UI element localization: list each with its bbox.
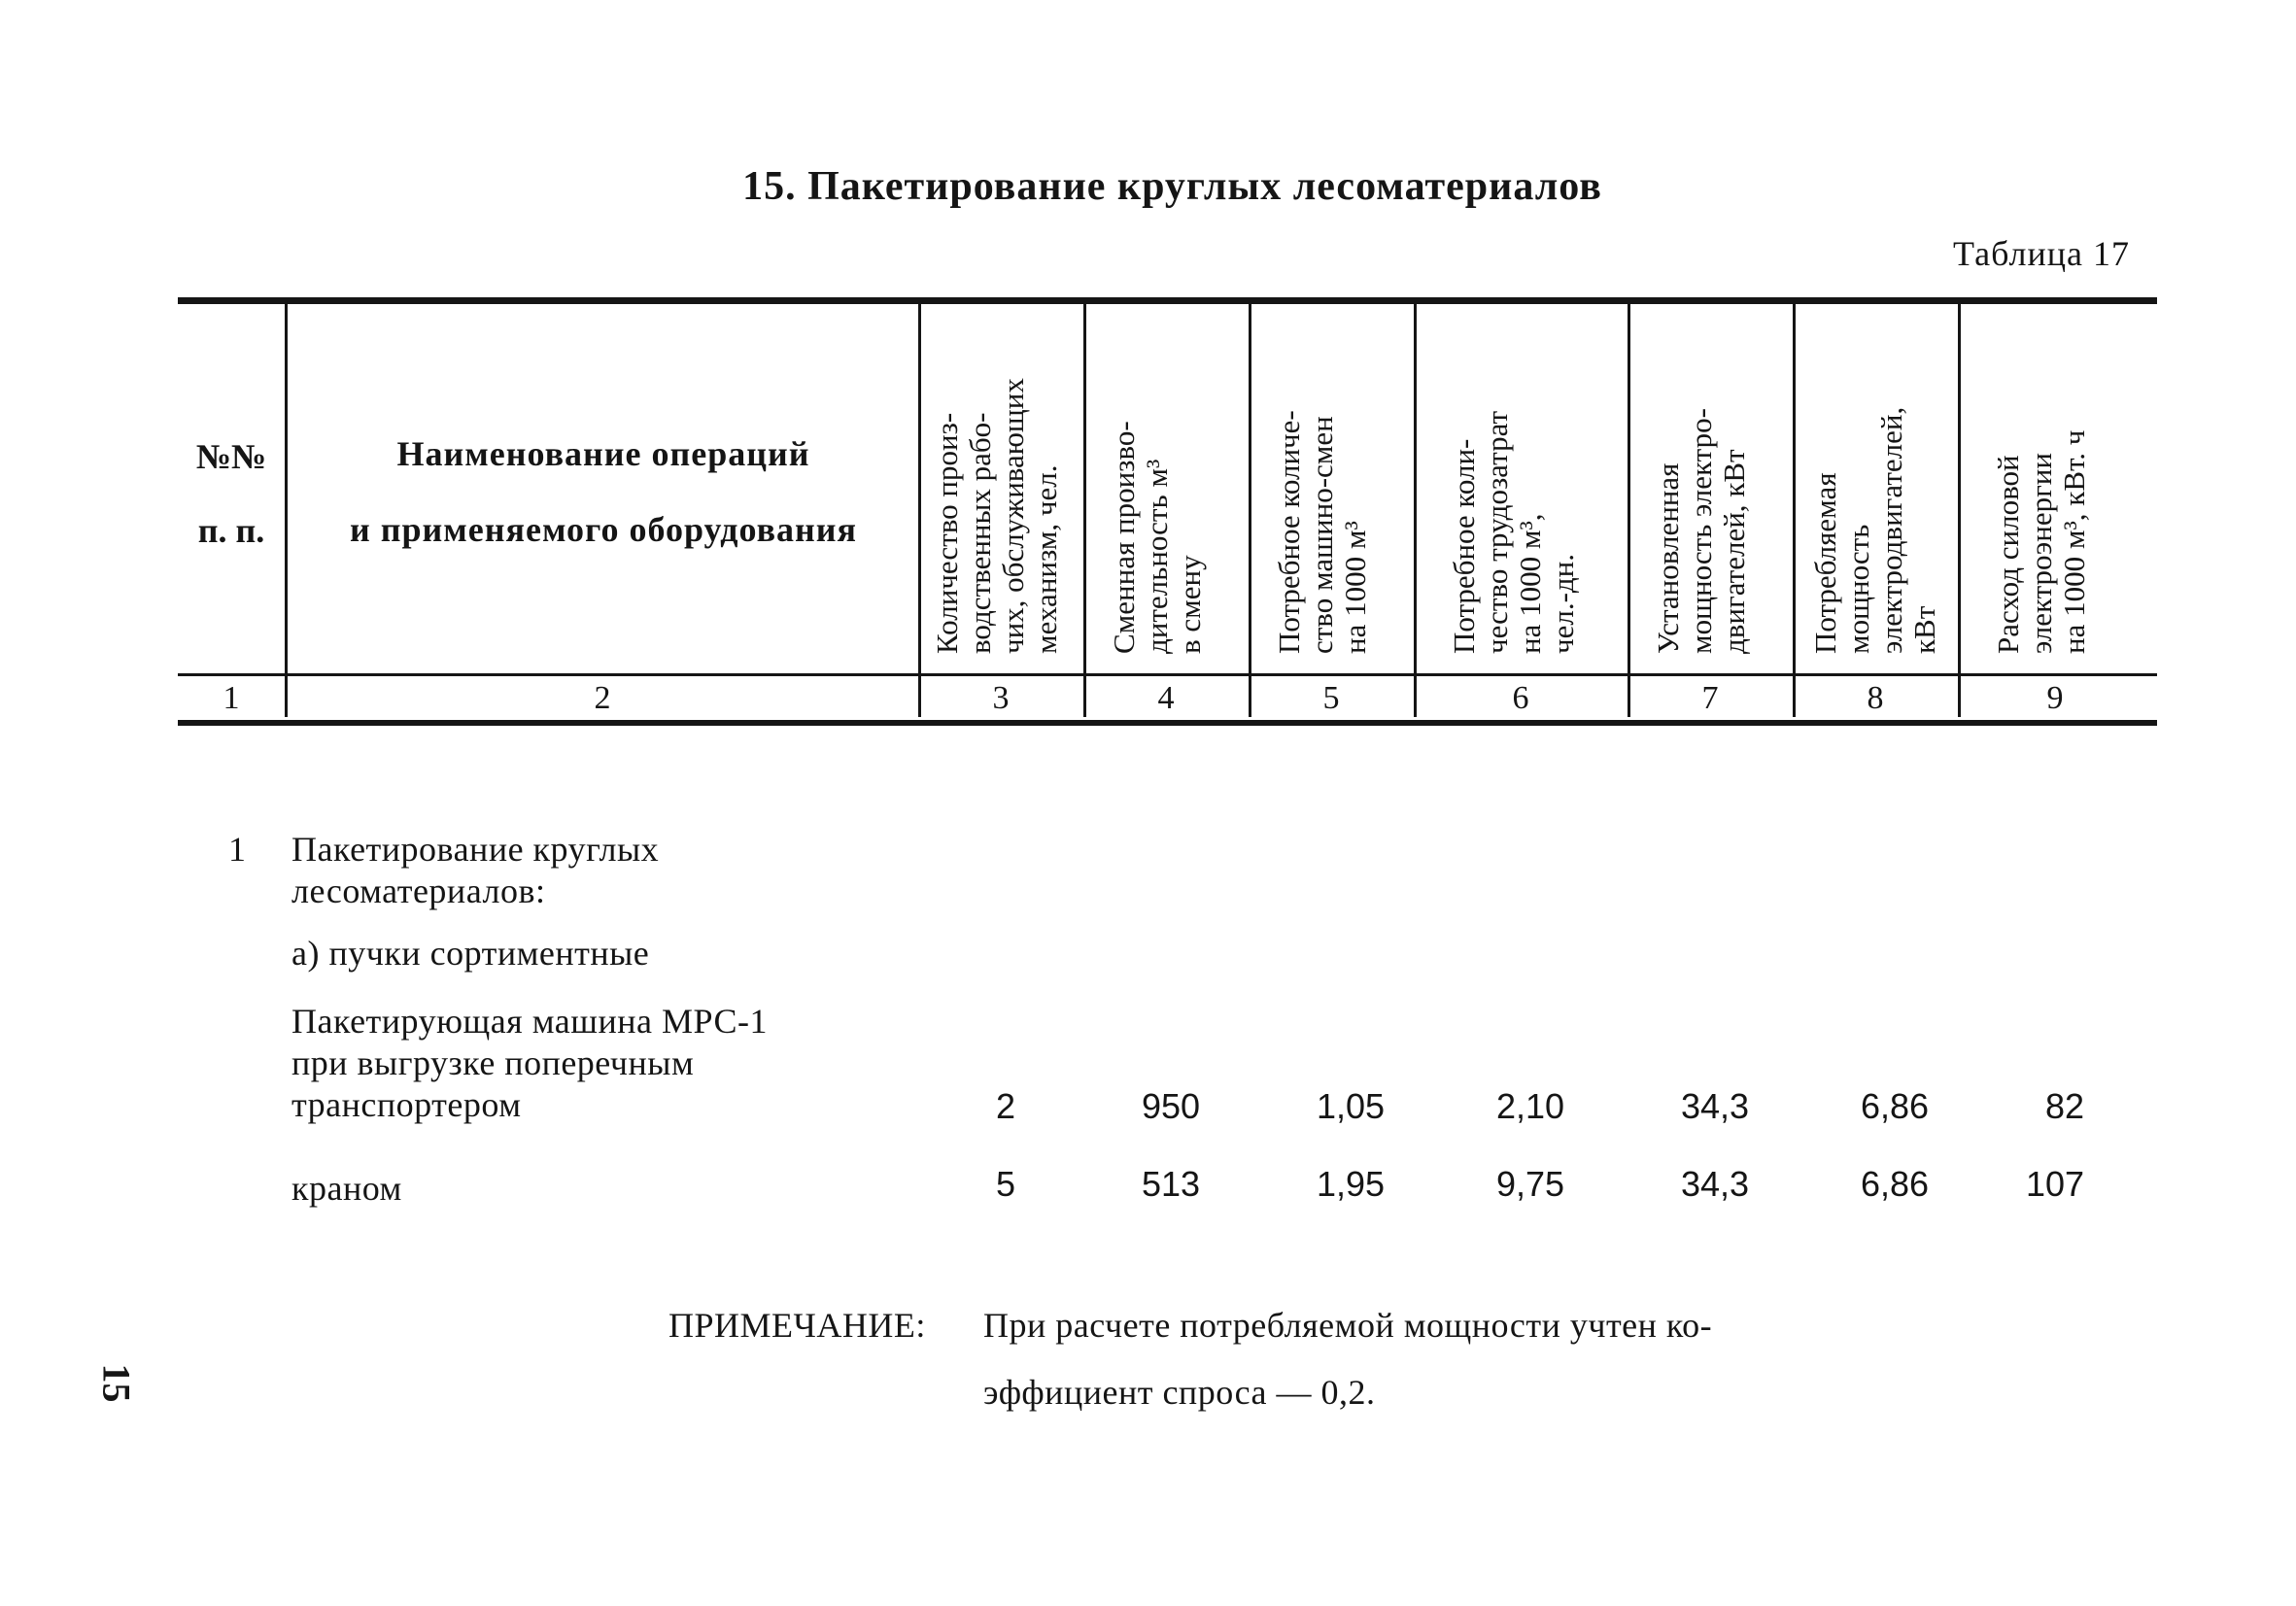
column-number: 8 <box>1867 680 1884 716</box>
table-cell: 34,3 <box>1680 1086 1750 1126</box>
subitem-a: а) пучки сортиментные <box>291 934 650 973</box>
item-title-line1: Пакетирование круглых <box>291 830 660 869</box>
item-title <box>291 829 659 912</box>
column-number: 6 <box>1512 680 1529 716</box>
header-number-line1: №№ <box>195 437 267 476</box>
header-consumed-power: Потребляемая мощность электродвигателей, кВт <box>1808 406 1941 654</box>
note-line1: При расчете потребляемой мощности учтен ко- <box>983 1306 1713 1345</box>
crane-label: краном <box>291 1169 402 1208</box>
table-cell: 6,86 <box>1860 1086 1930 1126</box>
item-title-line2: лесоматериалов: <box>291 871 546 910</box>
column-divider <box>1958 301 1961 717</box>
table-cell: 107 <box>2025 1164 2085 1204</box>
machine-line2: при выгрузке поперечным <box>291 1043 695 1082</box>
machine-description <box>291 1001 768 1126</box>
table-bottom-rule <box>178 720 2157 726</box>
table-cell: 5 <box>995 1164 1016 1204</box>
column-number: 9 <box>2046 680 2064 716</box>
page-number: 15 <box>94 1363 139 1403</box>
header-name-line1: Наименование операций <box>396 434 810 473</box>
table-cell: 1,05 <box>1316 1086 1386 1126</box>
column-number: 3 <box>992 680 1010 716</box>
column-divider <box>1414 301 1417 717</box>
table-cell: 2 <box>995 1086 1016 1126</box>
column-number: 7 <box>1701 680 1719 716</box>
column-number: 4 <box>1157 680 1175 716</box>
column-divider <box>1083 301 1086 717</box>
column-number: 2 <box>594 680 611 716</box>
column-number: 5 <box>1322 680 1340 716</box>
header-shift-productivity: Сменная произво- дительность м³ в смену <box>1107 421 1207 654</box>
header-operation-name <box>288 416 919 567</box>
column-divider <box>1793 301 1796 717</box>
column-number: 1 <box>223 680 240 716</box>
section-title: 15. Пакетирование круглых лесоматериалов <box>742 164 1602 209</box>
table-label: Таблица 17 <box>1953 234 2130 273</box>
header-workers: Количество произ- водственных рабо- чих, обслуживающих механизм, чел. <box>930 378 1063 654</box>
machine-line3: транспортером <box>291 1085 522 1124</box>
machine-line1: Пакетирующая машина МРС-1 <box>291 1002 768 1041</box>
table-cell: 2,10 <box>1495 1086 1565 1126</box>
table-top-rule <box>178 297 2157 304</box>
header-number-line2: п. п. <box>197 511 265 550</box>
table-cell: 34,3 <box>1680 1164 1750 1204</box>
header-machine-shifts: Потребное количе- ство машино-смен на 1000 м³ <box>1272 410 1372 654</box>
table-cell: 1,95 <box>1316 1164 1386 1204</box>
table-cell: 82 <box>2044 1086 2085 1126</box>
table-cell: 9,75 <box>1495 1164 1565 1204</box>
item-number: 1 <box>228 830 247 869</box>
header-divider <box>178 673 2157 676</box>
header-name-line2: и применяемого оборудования <box>350 510 857 549</box>
table-cell: 950 <box>1141 1086 1201 1126</box>
table-cell: 6,86 <box>1860 1164 1930 1204</box>
table-cell: 513 <box>1141 1164 1201 1204</box>
note-line2: эффициент спроса — 0,2. <box>983 1373 1376 1412</box>
note-label: ПРИМЕЧАНИЕ: <box>668 1306 926 1345</box>
header-labor: Потребное коли- чество трудозатрат на 1000 м³, чел.-дн. <box>1447 410 1580 654</box>
header-number <box>178 420 285 567</box>
header-installed-power: Установленная мощность электро- двигателей, кВт <box>1651 408 1751 654</box>
header-energy-consumption: Расход силовой электроэнергии на 1000 м³, кВт. ч <box>1991 429 2091 654</box>
column-divider <box>1628 301 1630 717</box>
column-divider <box>1249 301 1251 717</box>
